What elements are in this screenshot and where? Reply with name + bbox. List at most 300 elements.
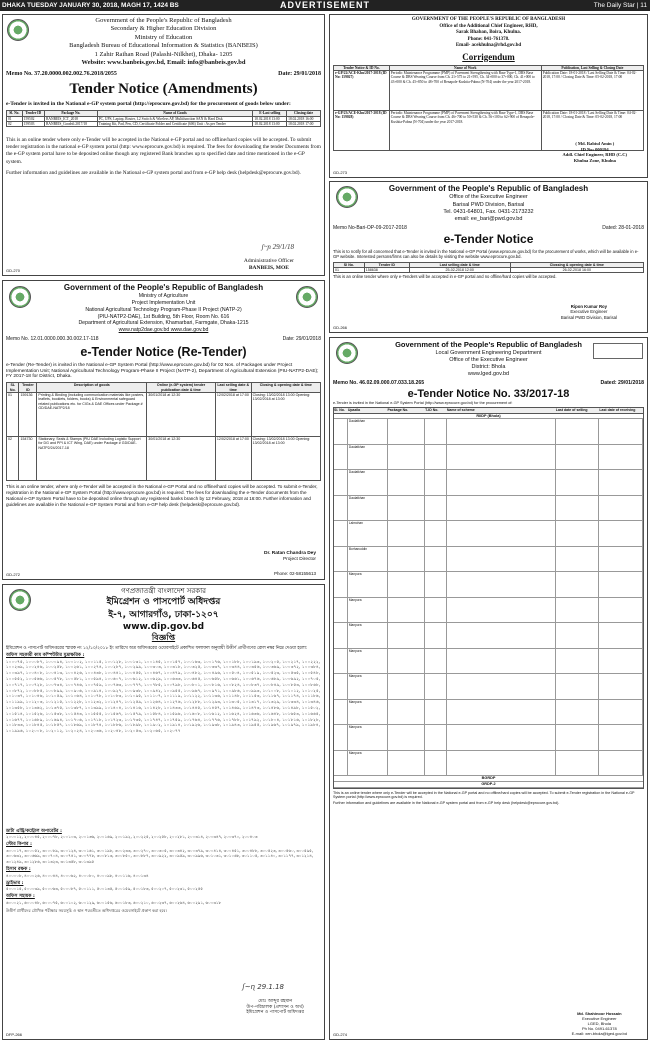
cell: 159136 [19, 393, 37, 437]
signature: ʃ~ɳ 29.1.18 [242, 983, 284, 991]
cell [425, 521, 447, 546]
cell [556, 725, 600, 750]
cell: Publication Date: 18-01-2018 / Last Selling Date & Time: 04-02-2018, 17:00 / Closing Date & Time: 05-02-2018, 17:00 [541, 111, 643, 151]
tender-table [6, 110, 321, 127]
table-row [334, 267, 644, 272]
cell [599, 674, 643, 699]
table-row [7, 437, 321, 481]
cell: BANBEIS_ICT_2018 [45, 116, 98, 121]
signer-title: Administrative Officer [243, 258, 294, 264]
signer-name: মোঃ আব্দুর রহমান [258, 999, 293, 1004]
cell: e-GP/22/ACE-Khu/2017-2018 (ID No: 159027) [334, 71, 390, 111]
cell: 158638 [364, 267, 409, 272]
signer-place: Barisal PWD Division, Barisal [560, 314, 617, 320]
cell: Periodic Maintenance Programme (PMP) of Pavement Strengthening with Base Type-1, DBS Base Course & DBS Wearing Course from Ch. 21+575 to 21+595, Ch. 34+000 to 37+000, Ch. 41+000 to 43+000 & Ch. 45+850 to 48+700 of Benapole-Kushtia-Pabna (N-704) under the year 2017-2018. [389, 71, 541, 111]
org-line: District: Bhola [471, 364, 506, 371]
cell: 159502 [22, 116, 44, 121]
cell [599, 445, 643, 470]
emblem-icon [7, 19, 29, 41]
cell: PC, UPS, Laptop, Router, L2 Switch & Wireless AP, Multifunction SAN & Hard Disk [97, 116, 253, 121]
signer-title: Addl. Chief Engineer, RHD (C.C) [562, 152, 627, 158]
cell: Lalmohan [348, 521, 388, 546]
col-header: Package No. [45, 111, 98, 116]
table-row [7, 116, 321, 121]
cell [425, 419, 447, 444]
cell: 154730 [19, 437, 37, 481]
notice-title: e-Tender Notice No. 33/2017-18 [407, 387, 570, 400]
org-line: Government of the People's Republic of Bangladesh [388, 184, 589, 193]
notice-title: বিজ্ঞপ্তি [151, 632, 176, 642]
cell [334, 521, 348, 546]
notice-body: উত্তীর্ণ প্রার্থীদের মৌখিক পরীক্ষার সময়সূচি ও স্থান পরবর্তীতে অধিদপ্তরের ওয়েবসাইটে প্রকাশ করা হবে। [6, 908, 167, 914]
org-line: Office of the Additional Chief Engineer, RHD, [439, 23, 538, 29]
notice-body: Further information and guidelines are available in the National e-GP system portal and from e-GP help desk (helpdesk@eprocure.gov.bd). [6, 169, 301, 176]
table-row [334, 725, 643, 751]
notice-body: This is an online tender where only e-Tender will be accepted in the National e-GP portal and no offline/hard copies will be accepted. To submit tender registration in the national e-GP system portal (http: www.eprocure.gov.bd) is required. The fees for downloading the tender Documents from the e-GP system portal have to be deposited online though any registered Bank branches up to specified date and time mentioned in the e-GP system. [6, 137, 321, 165]
org-line: Email- acekhulna@rhd.gov.bd [455, 43, 522, 48]
cell [447, 521, 556, 546]
memo-date: Dated: 28-01-2018 [602, 224, 644, 231]
signer-name: Md. Shahinoor Hossain [577, 1011, 622, 1016]
section-heading: ড্রাইভার : [6, 880, 24, 886]
table-row [334, 572, 643, 598]
col-header: Clossing & opening date & time [510, 262, 643, 267]
cell [334, 547, 348, 572]
cell [447, 572, 556, 597]
notice-title: e-Tender Notice [443, 232, 534, 247]
col-header: T-ID No. [425, 408, 439, 413]
notice-intro: e-Tender is invited in the National e-GP system portal (http://eprocure.gov.bd) for the procurement of goods below under: [6, 101, 291, 108]
cell [388, 725, 426, 750]
cell: 01 [7, 393, 19, 437]
org-line: 1 Zahir Raihan Road (Palashi-Nilkhet), Dhaka- 1205 [94, 50, 233, 58]
signer-title: Executive Engineer [570, 309, 608, 315]
cell [425, 547, 447, 572]
org-line: Ministry of Agriculture [138, 293, 189, 300]
cell [447, 470, 556, 495]
roll-numbers: ৩০০০১৭, ৩০০০৫২, ৩০০০৮৯, ৩০০১২৪, ৩০০১৬১, ৩০০১৯৮, ৩০০২৩৩, ৩০০২৭০, ৩০০৩০৫, ৩০০৩৪২, ৩০০৩৭৯, ৩০০৪১৪, ৩০০৪৫১, ৩০০৪৮৮, ৩০০৫২৩, ৩০০৫৬০, ৩০০৫৯৫, ৩০০৬৩২, ৩০০৬৬৯, ৩০০৭০৪, ৩০০৭৪১, ৩০০৭৭৮, ৩০০৮১৩, ৩০০৮৫০, ৩০০৮৮৭, ৩০০৯২২, ৩০০৯৫৯, ৩০০৯৯৬, ৩০১০৩১, ৩০১০৬৮, ৩০১১০৫, ৩০১১৪০, ৩০১১৭৭, ৩০১২১৪, ৩০১২৪৯, ৩০১২৮৬, ৩০১৩২৩, ৩০১৩৫৮, ৩০১৩৯৫ [6, 847, 314, 865]
cell: Daulatkhan [348, 419, 388, 444]
roll-numbers: ৪০০০০৮, ৪০০০২৬, ৪০০০৪৪, ৪০০০৬২, ৪০০০৮০, ৪০০০৯৮, ৪০০১১৬, ৪০০১৩৪ [6, 872, 149, 878]
col-header: SL No. [7, 383, 19, 393]
notice-intro: e-Tender is invited in the National e-GP System Portal (http://www.eprocure.gov.bd) for the procurement of: [333, 401, 513, 406]
cell: Closing: 13/02/2018 13:00 Opening: 13/02/2018 at 13:00 [251, 437, 320, 481]
signer-place: ইমিগ্রেশন ও পাসপোর্ট অধিদপ্তর [246, 1010, 304, 1016]
ad-code: GD-272 [6, 572, 21, 577]
signer-title: উপ-পরিচালক (প্রশাসন ও অর্থ) [246, 1004, 304, 1010]
signer-name: Ripon Kumar Roy [570, 304, 608, 309]
cell: Daulatkhan [348, 470, 388, 495]
cell [556, 547, 600, 572]
cell [599, 572, 643, 597]
cell [388, 470, 426, 495]
cell [447, 700, 556, 725]
signer-email: E-mail: xen.bhola@lged.gov.bd [571, 1031, 627, 1036]
cell [388, 572, 426, 597]
notice-intro: ইমিগ্রেশন ও পাসপোর্ট অধিদপ্তরের স্মারক নং ১২/১০/২০১৮ ইং তারিখে অত্র অধিদপ্তরের ওয়েবসাইটে প্রকাশিত ফলাফল অনুযায়ী উত্তীর্ণ প্রার্থীগণের রোল নম্বর নিম্নে দেওয়া হলো: [6, 645, 308, 651]
signer-name: Dr. Ratan Chandra Dey [264, 551, 316, 556]
roll-numbers: ২০০০১২, ২০০০৪৫, ২০০০৭৮, ২০০১০৩, ২০০১৩৬, ২০০১৬৯, ২০০১৯২, ২০০২২৫, ২০০২৫৮, ২০০২৮১, ২০০৩১৪, ২০০৩৪৭, ২০০৩৭০, ২০০৪০৩ [6, 834, 258, 840]
cell: Printing & Binding (including communication materials like posters, leaflets, booklets, folders, books) & Environmental safeguard related publications etc. for CIGs & DAE Offices under Package # GD/DAE-NATP2/18 [37, 393, 147, 437]
org-line: Secondary & Higher Education Division [110, 25, 217, 33]
cell: Manpura [348, 649, 388, 674]
col-header: Closing & opening date & time [251, 383, 320, 393]
table-row [334, 71, 644, 111]
cell [556, 572, 600, 597]
col-header: Name of Work [389, 65, 541, 70]
col-header: Sl No. [334, 262, 365, 267]
section-heading: অফিস সহায়ক : [6, 893, 35, 899]
banbeis-ad [2, 14, 325, 276]
cell [599, 700, 643, 725]
roll-numbers: ৫০০০১৫, ৫০০০৩৯, ৫০০০৬৩, ৫০০০৮৭, ৫০০১১১, ৫০০১৩৫, ৫০০১৫৯, ৫০০১৮৩, ৫০০২০৭, ৫০০২৩১, ৫০০২৫৫ [6, 886, 203, 892]
org-line: Barisal PWD Division, Barisal [452, 201, 525, 208]
notice-title: e-Tender Notice (Re-Tender) [80, 345, 247, 360]
org-line: Tel. 0431-64801, Fax. 0431-2173232 [443, 208, 534, 215]
memo-number: Memo No. 37.20.0000.002.002.76.2018/2055 [6, 70, 117, 77]
emblem-icon [9, 589, 31, 611]
notice-body: This is an online tender where only e-Tender will be accepted in the National e-GP portal and no offline/hard copies will be accepted. To submit e-Tender registration in the National e-GP System portal (http://www.eprocure.gov.bd) is required. [333, 790, 635, 800]
cell: 12/02/2018 at 17:00 [215, 393, 251, 437]
cell [388, 674, 426, 699]
cell [447, 725, 556, 750]
cell: 02 [7, 121, 23, 126]
table-row [334, 598, 643, 624]
cell [334, 725, 348, 750]
table-row [334, 470, 643, 496]
cell: Borhanuddin [348, 547, 388, 572]
cell: Training Kit, Pad, Pen, CD, Certificate Folder and Certificate (606) Unit : As per Tender [97, 121, 253, 126]
roll-numbers: ১০০০৭৫, ১০০০৮৭, ১০০০৯৪, ১০০১০২, ১০০১১৫, ১০০১২৮, ১০০১৩১, ১০০১৪৫, ১০০১৫৭, ১০০১৬৩, ১০০১৭৬, ১০০১৮৮, ১০০১৯৩, ১০০২০৫, ১০০২১৭, ১০০২২২, ১০০২৩৯, ১০০২৪৬, ১০০২৫৮, ১০০২৬১, ১০০২৭৪, ১০০২৮৭, ১০০২৯৯, ১০০৩০৩, ১০০৩১৮, ১০০৩২৫, ১০০৩৩৭, ১০০৩৪৪, ১০০৩৫৬, ১০০৩৬৯, ১০০৩৭২, ১০০৩৮৪, ১০০৩৯৭, ১০০৪০৮, ১০০৪১৩, ১০০৪২৬, ১০০৪৩৮, ১০০৪৪১, ১০০৪৫৫, ১০০৪৬৭, ১০০৪৭৯, ১০০৪৮২, ১০০৪৯৬, ১০০৫০৪, ১০০৫১৯, ১০০৫২৩, ১০০৫৩৫, ১০০৫৪৮, ১০০৫৫২, ১০০৫৬৬, ১০০৫৭৮, ১০০৫৮১, ১০০৫৯৪, ১০০৬০৭, ১০০৬১২, ১০০৬২৯, ১০০৬৩৩, ১০০৬৪৫, ১০০৬৫৮, ১০০৬৬১, ১০০৬৭৬, ১০০৬৮৯, ১০০৬৯২, ১০০৭০৫, ১০০৭১৭, ১০০৭২৮, ১০০৭৩৪, ১০০৭৪৬, ১০০৭৫৯, ১০০৭৬৩, ১০০৭৭৭, ১০০৭৮৫, ১০০৭৯৮, ১০০৮০১, ১০০৮১৬, ১০০৮২৪, ১০০৮৩৭, ১০০৮৪৯, ১০০৮৫৩, ১০০৮৬৮, ১০০৮৭২, ১০০৮৮৫, ১০০৮৯৯, ১০০৯০৬, ১০০৯১৪, ১০০৯২৭, ১০০৯৩৮, ১০০৯৪২, ১০০৯৫৫, ১০০৯৬৭, ১০০৯৭১, ১০০৯৮৬, ১০০৯৯৩, ১০১০০৮, ১০১০১২, ১০১০২৫, ১০১০৩৭, ১০১০৪৬, ১০১০৫৯, ১০১০৬৪, ১০১০৭৮, ১০১০৮৩, ১০১০৯৫, ১০১১০৭, ১০১১১৯, ১০১১২২, ১০১১৩৬, ১০১১৪৮, ১০১১৫৩, ১০১১৬৭, ১০১১৭৪, ১০১১৮৬, ১০১১৯৯, ১০১২০৩, ১০১২১৫, ১০১২২৮, ১০১২৩২, ১০১২৪৭, ১০১২৫৯, ১০১২৬৪, ১০১২৭৬, ১০১২৮৮, ১০১২৯৩, ১০১৩০৫, ১০১৩১৭, ১০১৩২৯, ১০১৩৩৪, ১০১৩৪৬, ১০১৩৫৮, ১০১৩৬২, ১০১৩৭৫, ১০১৩৮৭, ১০১৩৯৯, ১০১৪০৪, ১০১৪১৬, ১০১৪২৮, ১০১৪৩৩, ১০১৪৪৫, ১০১৪৫৭, ১০১৪৬৯, ১০১৪৭৩, ১০১৪৮৬, ১০১৪৯৮, ১০১৫০২, ১০১৫১৪, ১০১৫২৬, ১০১৫৩৮, ১০১৫৪৩, ১০১৫৫৫, ১০১৫৬৭, ১০১৫৭৯, ১০১৫৮৪, ১০১৫৯৬, ১০১৬০৮, ১০১৬১২, ১০১৬২৪, ১০১৬৩৬, ১০১৬৪৮, ১০১৬৫৩, ১০১৬৬৫, ১০১৬৭৭, ১০১৬৮৯, ১০১৬৯৪, ১০১৭০৬, ১০১৭১৮, ১০১৭২৩, ১০১৭৩৫, ১০১৭৪৭, ১০১৭৫৯, ১০১৭৬৪, ১০১৭৭৬, ১০১৭৮৮, ১০১৭৯২, ১০১৮০৪, ১০১৮১৬, ১০১৮২৮, ১০১৮৩৩, ১০১৮৪৫, ১০১৮৫৭, ১০১৮৬৯, ১০১৮৭৪, ১০১৮৮৬, ১০১৮৯৮, ১০১৯০২, ১০১৯১৪, ১০১৯২৬, ১০১৯৩৮, ১০১৯৪৩, ১০১৯৫৫, ১০১৯৬৭, ১০১৯৭৯, ১০১৯৮৪, ১০১৯৯৬, ১০২০০৮, ১০২০১২, ১০২০২৪, ১০২০৩৬, ১০২০৪৮, ১০২০৫৩, ১০২০৬৫, ১০২০৭৭ [6, 658, 321, 734]
cell [388, 496, 426, 521]
cell [334, 700, 348, 725]
table-row [334, 445, 643, 471]
page-header: DHAKA TUESDAY JANUARY 30, 2018, MAGH 17, 1424 BS ADVERTISEMENT The Daily Star | 11 [0, 0, 650, 11]
cell [388, 598, 426, 623]
emblem-icon [296, 286, 318, 308]
ad-code: GD-273 [333, 170, 348, 175]
table-row [334, 700, 643, 726]
cell [334, 419, 348, 444]
org-line: ইমিগ্রেশন ও পাসপোর্ট অধিদপ্তর [106, 597, 221, 608]
cell [388, 521, 426, 546]
table-row [334, 547, 643, 573]
cell: 18.02.2018 17:00 [287, 121, 321, 126]
col-header: Publication, Last Selling & Closing Date [541, 65, 643, 70]
notice-intro: This is to notify for all concerned that e-Tender is invited in the National e-GP Portal (www.eprocure.gov.bd) for the procurement of works, which will be available in e-GP website. Interested persons/firms can also be details by visiting the website www.eprocure.gov.bd. [333, 249, 639, 260]
cell [388, 419, 426, 444]
section-heading: হিসাব রক্ষক : [6, 867, 31, 873]
cell [334, 572, 348, 597]
cell [334, 470, 348, 495]
memo-number: Memo No. 12.01.0000.000.30.002.17-118 [6, 335, 99, 342]
cell [425, 751, 447, 776]
cell [447, 445, 556, 470]
cell [556, 496, 600, 521]
table-row [334, 496, 643, 522]
cell [388, 751, 426, 776]
group-heading: RIIDP (Bhola) [334, 414, 643, 420]
notice-title: Corrigendum [462, 51, 515, 62]
table-row [334, 751, 643, 777]
org-line: গণপ্রজাতন্ত্রী বাংলাদেশ সরকার [121, 587, 206, 595]
cell: Publication Date: 18-01-2018 / Last Selling Date & Time: 04-02-2018, 17:00 / Closing Date & Time: 05-02-2018, 17:00 [541, 71, 643, 111]
org-line: www.dip.gov.bd [122, 621, 205, 632]
col-header: Tender ID [19, 383, 37, 393]
cell [556, 751, 600, 776]
cell [388, 700, 426, 725]
org-line: Government of the People's Republic of Bangladesh [63, 283, 264, 292]
cell [556, 623, 600, 648]
date-line: DHAKA TUESDAY JANUARY 30, 2018, MAGH 17, 1424 BS [2, 2, 179, 9]
cell: 30/01/2018 at 12:30 [147, 437, 216, 481]
cell: Periodic Maintenance Programme (PMP) of Pavement Strengthening with Base Type-1, DBS Base Course & DBS Wearing Course from Ch. 46+700 to 50+530 & Ch. 56+100 to 62+900 of Benapole-Kushtia-Pabna (N-704) under the year 2017-2018. [389, 111, 541, 151]
org-line: Office of the Executive Engineer [449, 194, 528, 201]
table-row [334, 649, 643, 675]
col-header: Description of goods [37, 383, 147, 393]
cell: 12/02/2018 at 17:00 [215, 437, 251, 481]
cell: 159503 [22, 121, 44, 126]
table-row [334, 419, 643, 445]
cell [599, 598, 643, 623]
cell [599, 649, 643, 674]
org-line: Website: www.banbeis.gov.bd, Email: info@banbeis.gov.bd [81, 59, 246, 67]
cell [388, 623, 426, 648]
org-line: ই-৭, আগারগাঁও, ঢাকা-১২০৭ [108, 609, 219, 620]
cell [556, 674, 600, 699]
cell: Daulatkhan [348, 496, 388, 521]
cell: Manpura [348, 674, 388, 699]
cell [334, 623, 348, 648]
signer-place: LGED, Bhola [587, 1021, 611, 1026]
cell [388, 649, 426, 674]
cell [425, 649, 447, 674]
ad-code: GD-270 [6, 268, 21, 273]
cell [425, 496, 447, 521]
cell [425, 674, 447, 699]
cell [599, 547, 643, 572]
cell [556, 700, 600, 725]
col-header: Last selling date & time [409, 262, 510, 267]
tender-table [333, 262, 644, 274]
signer-phone: Ph No. 0491-61378 [581, 1026, 617, 1031]
cell [556, 470, 600, 495]
org-line: GOVERNMENT OF THE PEOPLE'S REPUBLIC OF BANGLADESH [411, 17, 566, 22]
cell [447, 547, 556, 572]
cell [599, 521, 643, 546]
org-line: Department of Agricultural Extension, Khamarbari, Farmgate, Dhaka-1215 [78, 320, 249, 327]
cell: e-GP/23/ACE-Khu/2017-2018 (ID No: 159028) [334, 111, 390, 151]
col-header: Upazila [347, 408, 361, 413]
org-line: www.lged.gov.bd [467, 371, 510, 378]
org-line: (PIU-NATP2-DAE), 1st Building, 5th Floor, Room No. 616 [97, 313, 230, 320]
cell [334, 496, 348, 521]
cell: BANBEIS_Goods6.2017/18 [45, 121, 98, 126]
signer-title: Project Director [282, 556, 316, 562]
org-line: Office of the Executive Engineer [449, 356, 528, 363]
table-row [334, 674, 643, 700]
cell [447, 598, 556, 623]
group-heading: GRDP-2 [334, 782, 643, 788]
col-header: Online (e-GP system) tender publication date & time [147, 383, 216, 393]
signature: ʃ~ɲ 29/1/18 [261, 243, 294, 251]
col-header: Closing date [287, 111, 321, 116]
cell [599, 419, 643, 444]
cell [599, 470, 643, 495]
org-line: www.natp2dae.gov.bd www.dae.gov.bd [118, 327, 209, 334]
pwd-tender-ad [329, 181, 648, 333]
cell [425, 572, 447, 597]
cell [388, 547, 426, 572]
cell [334, 649, 348, 674]
cell: Manpura [348, 725, 388, 750]
cell [425, 445, 447, 470]
signer-org: BANBEIS, MOE [248, 264, 289, 271]
cell [447, 649, 556, 674]
cell: 30/01/2018 at 12:30 [147, 393, 216, 437]
cell [425, 700, 447, 725]
section-heading: ডাটা এন্ট্রি/কন্ট্রোল অপারেটর : [6, 828, 62, 834]
col-header: Tender Notice & ID No. [334, 65, 390, 70]
signer-title: Executive Engineer [582, 1016, 617, 1021]
natp-tender-ad [2, 280, 325, 580]
col-header: Last date of selling [555, 408, 588, 413]
cell [334, 445, 348, 470]
org-line: Government of the People's Republic of Bangladesh [395, 340, 582, 349]
col-header: E-Last selling [253, 111, 287, 116]
group-heading: BGRDP [334, 776, 643, 782]
cell: Manpura [348, 572, 388, 597]
ad-code: GD-266 [333, 325, 348, 330]
signer-name: ( Md. Rabiul Amin ) [575, 141, 615, 146]
cell: 01 [7, 116, 23, 121]
org-line: Project Implementation Unit [131, 300, 196, 307]
cell: Daulatkhan [348, 445, 388, 470]
cell: Closing: 13/02/2018 13:00 Opening: 13/02/2018 at 13:00 [251, 393, 320, 437]
cell [556, 445, 600, 470]
col-header: Sl. No. [334, 408, 345, 413]
emblem-icon [9, 286, 31, 308]
cell [599, 725, 643, 750]
emblem-icon [336, 186, 358, 208]
emblem-icon [336, 342, 358, 364]
org-line: Sarak Bhaban, Boira, Khulna. [455, 30, 522, 35]
org-line: Local Government Engineering Department [435, 349, 542, 356]
cell [556, 649, 600, 674]
col-header: Last date of receiving [599, 408, 636, 413]
cell: 18.02.2018 13:00 [253, 121, 287, 126]
signer-phone: Phone: 02-58155613 [273, 571, 316, 577]
signer-id: ID No: 000194 [580, 146, 609, 152]
page-number: 11 [640, 2, 647, 9]
org-line: Government of the People's Republic of Bangladesh [95, 17, 232, 24]
lged-bhola-ad [329, 337, 648, 1040]
cell [447, 623, 556, 648]
cell [425, 598, 447, 623]
col-header: Tender ID [364, 262, 409, 267]
org-line: Ministry of Education [134, 33, 193, 41]
memo-number: Memo No. 46.02.09.000.07.033.18.265 [333, 380, 425, 387]
cell [447, 751, 556, 776]
cell [334, 674, 348, 699]
ad-code: GD-274 [333, 1032, 348, 1037]
table-row [334, 521, 643, 547]
notice-body: Further information and guidelines are available in the National e-GP system portal and from e-GP help desk (helpdesk@eprocure.gov.bd). [333, 801, 560, 806]
cell [599, 496, 643, 521]
cell [556, 598, 600, 623]
col-header: Package No. [387, 408, 409, 413]
rhd-corrigendum-ad [329, 14, 648, 178]
notice-body: This is an online tender, where only e-Tender will be accepted in the National e-GP Portal and no offline/hard copies will be accepted. To submit e-Tender, registration in the National e-GP System Portal (http://www.eprocure.gov.bd) is required. The fees for downloading the e-Tender documents from the National e-GP System Portal have to be deposited online through any registered banks branch by 12 February, 2018 at 16:00. Further information and guidelines are available in the National e-GP System Portal and from e-GP help desk (helpdesk@eprocure.gov.bd). [6, 484, 318, 507]
table-row [7, 121, 321, 126]
section-heading: অফিস সহকারী কাম কম্পিউটার মুদ্রাক্ষরিক : [6, 653, 85, 659]
org-line: Phone: 041-761378. [467, 36, 510, 42]
col-header: Name of Goods [97, 111, 253, 116]
cell [447, 674, 556, 699]
corrigendum-table [333, 65, 644, 151]
cell [556, 521, 600, 546]
memo-number: Memo No-Bari-OP-09-2017-2018 [333, 224, 407, 231]
cell: 26-02-2018 16:00 [510, 267, 643, 272]
notice-body: This is an online tender where only e-Tenders will be accepted in e-GP portal and no offline/hard copies will be accepted. [333, 274, 557, 280]
notice-title: Tender Notice (Amendments) [69, 81, 258, 98]
org-line: email: ee_bari@pwd.gov.bd [454, 215, 523, 222]
cell [425, 725, 447, 750]
digital-bangladesh-badge [593, 343, 643, 359]
section-title: ADVERTISEMENT [279, 0, 370, 10]
cell: Manpura [348, 598, 388, 623]
org-line: National Agricultural Technology Program-Phase II Project (NATP-2) [85, 306, 242, 313]
cell: Stationary, Seals & Stamps (PIU DAE Including Logistic Support for DG and PPI & ICT Wing, DAE) under Package # GD/DAE-NATP2/24/2017-18 [37, 437, 147, 481]
cell: Manpura [348, 751, 388, 776]
tender-table [6, 382, 321, 481]
scheme-rows [334, 419, 643, 776]
ad-code: DFP-266 [6, 1032, 23, 1037]
col-header: Sl. No. [7, 111, 23, 116]
passport-notice-ad [2, 584, 325, 1040]
memo-date: Date: 29/01/2018 [282, 335, 321, 342]
cell [334, 751, 348, 776]
cell [599, 623, 643, 648]
paper-name: The Daily Star [593, 2, 635, 9]
memo-date: Date: 29/01/2018 [278, 70, 321, 77]
col-header: Tender ID [22, 111, 44, 116]
notice-intro: e-Tender (Re-Tender) is invited in the National e-GP System Portal (http://www.eprocure.gov.bd) for 02 Nos. of Packages under Project Implementation Unit; National Agricultural Technology Program-Phase II Project (NATP-2), Department of Agricultural Extension (PIU-NATP2-DAE); FY 2017-18 for District, Dhaka. [6, 362, 319, 380]
cell [447, 419, 556, 444]
cell: 01 [334, 267, 365, 272]
cell [334, 598, 348, 623]
col-header: Name of scheme [446, 408, 475, 413]
cell [447, 496, 556, 521]
cell [556, 419, 600, 444]
signer-place: Khulna Zone, Khulna [573, 157, 616, 163]
col-header: Last selling date & time [217, 383, 250, 392]
cell [425, 623, 447, 648]
cell [388, 445, 426, 470]
roll-numbers: ৬০০০২১, ৬০০০৪৮, ৬০০০৭৫, ৬০০১০২, ৬০০১২৯, ৬০০১৫৬, ৬০০১৮৩, ৬০০২১০, ৬০০২৩৭, ৬০০২৬৪, ৬০০২৯১, ৬০০৩১৮ [6, 899, 222, 905]
cell [599, 751, 643, 776]
memo-date: Dated: 29/01/2018 [600, 380, 644, 387]
cell [425, 470, 447, 495]
table-row [7, 393, 321, 437]
cell: 18.02.2018 13:00 [253, 116, 287, 121]
org-line: Bangladesh Bureau of Educational Information & Statistics (BANBEIS) [69, 42, 258, 50]
section-heading: স্টোর কিপার : [6, 842, 32, 848]
cell: 02 [7, 437, 19, 481]
cell: Manpura [348, 623, 388, 648]
table-row [334, 623, 643, 649]
cell: 18.02.2018 16:00 [287, 116, 321, 121]
